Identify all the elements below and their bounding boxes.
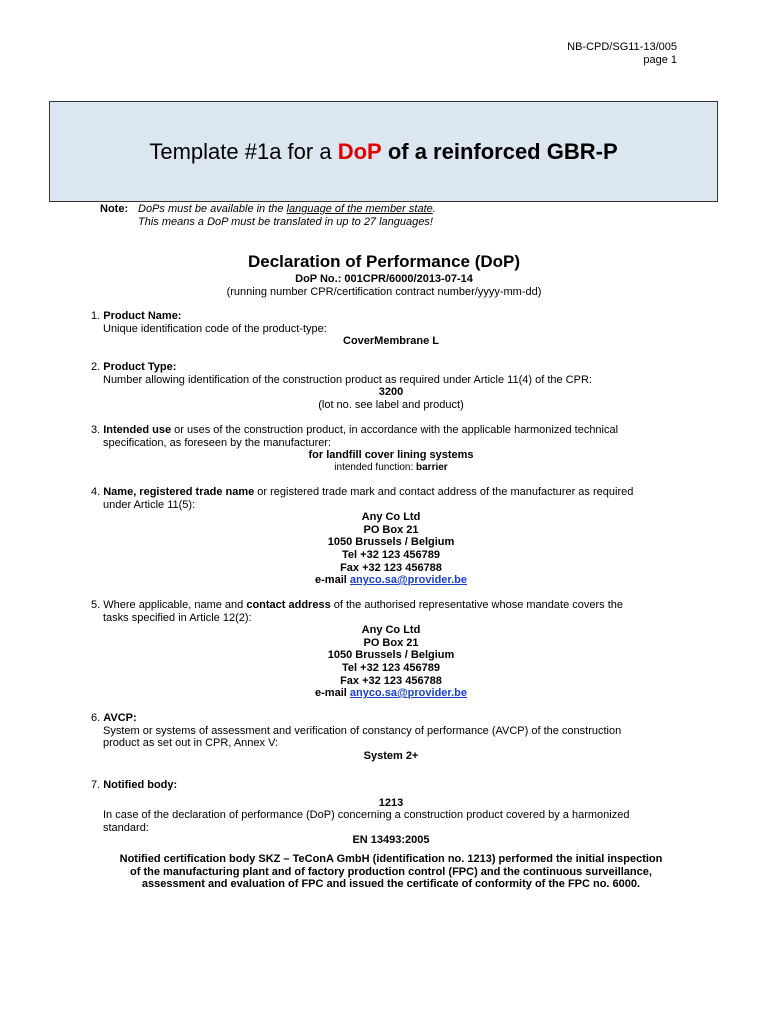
manufacturer-city: 1050 Brussels / Belgium xyxy=(327,536,455,549)
section-label: Name, registered trade name xyxy=(103,486,255,498)
page-number: page 1 xyxy=(643,54,677,66)
section-product-name xyxy=(91,310,691,348)
manufacturer-email-link[interactable]: anyco.sa@provider.be xyxy=(349,574,467,587)
representative-po-box: PO Box 21 xyxy=(363,636,419,649)
section-notified-body xyxy=(91,779,691,847)
intended-function-label: intended function: xyxy=(334,461,417,473)
document-reference xyxy=(567,41,677,67)
template-title-box xyxy=(49,101,718,202)
avcp-system-value: System 2+ xyxy=(363,749,419,762)
intended-use-value: for landfill cover lining systems xyxy=(308,449,474,462)
email-label: e-mail xyxy=(315,687,350,700)
representative-email-link[interactable]: anyco.sa@provider.be xyxy=(349,687,467,700)
note-line1b: . xyxy=(432,203,436,215)
section-description: System or systems of assessment and verification of constancy of performance (AVCP) of the construction xyxy=(103,724,622,737)
section-description-cont: under Article 11(5): xyxy=(103,498,196,511)
section-label: Product Name: xyxy=(103,310,182,322)
section-label: Notified body: xyxy=(103,779,178,791)
certification-line-1: Notified certification body SKZ – TeConA GmbH (identification no. 1213) performed the initial inspection xyxy=(119,853,663,865)
harmonized-standard: EN 13493:2005 xyxy=(352,834,430,847)
product-type-hint: (lot no. see label and product) xyxy=(318,398,464,411)
section-description-cont: product as set out in CPR, Annex V: xyxy=(103,737,279,750)
product-type-value: 3200 xyxy=(378,386,404,399)
note-language-link: language of the member state xyxy=(286,203,433,215)
section-product-type xyxy=(91,361,691,411)
section-number: 6. xyxy=(91,712,104,724)
note-label: Note: xyxy=(100,203,129,215)
dop-number: DoP No.: 001CPR/6000/2013-07-14 xyxy=(295,273,473,285)
section-number: 3. xyxy=(91,424,104,436)
email-label: e-mail xyxy=(315,574,350,587)
representative-city: 1050 Brussels / Belgium xyxy=(327,649,455,662)
note-block xyxy=(100,203,436,229)
dop-number-hint: (running number CPR/certification contract number/yyyy-mm-dd) xyxy=(226,286,542,298)
section-description: or registered trade mark and contact address of the manufacturer as required xyxy=(254,486,634,498)
section-number: 4. xyxy=(91,486,104,498)
section-authorised-representative xyxy=(91,599,691,700)
title-suffix: of a reinforced GBR-P xyxy=(381,138,618,164)
notified-body-number: 1213 xyxy=(378,796,404,809)
intended-function-value: barrier xyxy=(416,461,448,473)
representative-name: Any Co Ltd xyxy=(361,624,421,637)
section-description: of the authorised representative whose mandate covers the xyxy=(330,599,623,611)
section-description-cont: tasks specified in Article 12(2): xyxy=(103,611,252,624)
manufacturer-po-box: PO Box 21 xyxy=(363,523,419,536)
section-description: or uses of the construction product, in accordance with the applicable harmonized technical xyxy=(171,424,619,436)
section-number: 7. xyxy=(91,779,104,791)
section-label: Product Type: xyxy=(103,361,177,373)
representative-fax: Fax +32 123 456788 xyxy=(340,674,442,687)
section-description-cont: specification, as foreseen by the manufacturer: xyxy=(103,436,332,449)
manufacturer-tel: Tel +32 123 456789 xyxy=(342,548,440,561)
section-description-cont: standard: xyxy=(103,821,149,834)
section-label: AVCP: xyxy=(103,712,137,724)
document-title: Declaration of Performance (DoP) xyxy=(247,252,521,271)
certification-line-2: of the manufacturing plant and of factory production control (FPC) and the continuous surveillance, xyxy=(130,865,652,878)
title-prefix: Template #1a for a xyxy=(149,138,338,164)
representative-tel: Tel +32 123 456789 xyxy=(342,661,440,674)
certification-statement xyxy=(91,853,691,891)
note-line2: This means a DoP must be translated in up to 27 languages! xyxy=(138,216,433,228)
title-highlight: DoP xyxy=(337,138,382,164)
section-description: Unique identification code of the product-type: xyxy=(103,322,327,335)
section-description: Number allowing identification of the construction product as required under Article 11(4) of the CPR: xyxy=(103,373,592,386)
section-number: 1. xyxy=(91,310,104,322)
section-description: In case of the declaration of performance (DoP) concerning a construction product covered by a harmonized xyxy=(103,809,630,822)
section-label: Intended use xyxy=(103,424,172,436)
doc-ref-number: NB-CPD/SG11-13/005 xyxy=(567,41,677,53)
section-manufacturer xyxy=(91,486,691,587)
certification-line-3: assessment and evaluation of FPC and issued the certificate of conformity of the FPC no. 6000. xyxy=(141,878,641,891)
manufacturer-name: Any Co Ltd xyxy=(361,511,421,524)
section-description-pre: Where applicable, name and xyxy=(103,599,247,611)
section-intended-use xyxy=(91,424,691,474)
section-label: contact address xyxy=(246,599,331,611)
product-name-value: CoverMembrane L xyxy=(343,335,439,348)
note-line1a: DoPs must be available in the xyxy=(138,203,287,215)
section-number: 5. xyxy=(91,599,104,611)
manufacturer-fax: Fax +32 123 456788 xyxy=(340,561,442,574)
section-avcp xyxy=(91,712,691,762)
section-number: 2. xyxy=(91,361,104,373)
